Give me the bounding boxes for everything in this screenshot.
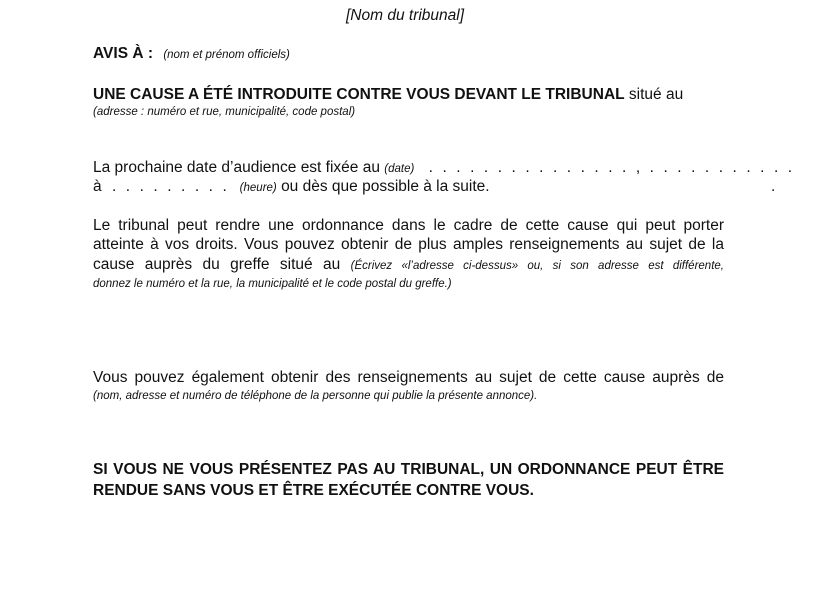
hearing-date-text: La prochaine date d’audience est fixée au	[93, 159, 380, 176]
cause-heading-line	[93, 86, 683, 104]
warning-line-1: SI VOUS NE VOUS PRÉSENTEZ PAS AU TRIBUNAL, UN ORDONNANCE PEUT ÊTRE	[93, 461, 724, 478]
avis-line	[93, 45, 290, 64]
hearing-date-line	[93, 159, 795, 178]
court-info-line-3-hint: (Écrivez «l’adresse ci-dessus» ou, si son adresse est différente,	[350, 260, 724, 272]
hearing-date-hint: (date)	[384, 163, 415, 175]
avis-label: AVIS À :	[93, 45, 153, 62]
court-info-line-3	[93, 256, 724, 275]
cause-heading: UNE CAUSE A ÉTÉ INTRODUITE CONTRE VOUS DEVANT LE TRIBUNAL	[93, 86, 625, 103]
hearing-date-dots: . . . . . . . . . . . . . . . , . . . . . . . . . . .	[428, 159, 795, 176]
court-name-title: [Nom du tribunal]	[346, 7, 465, 24]
warning-line-2: RENDUE SANS VOUS ET ÊTRE EXÉCUTÉE CONTRE VOUS.	[93, 482, 534, 499]
cause-heading-suffix: situé au	[628, 86, 684, 103]
contact-info-line: Vous pouvez également obtenir des renseignements au sujet de cette cause auprès de	[93, 369, 724, 386]
court-info-line-3-text: cause auprès du greffe situé au	[93, 256, 341, 273]
court-info-line-2: atteinte à vos droits. Vous pouvez obtenir de plus amples renseignements au sujet de la	[93, 236, 724, 253]
contact-info-hint: (nom, adresse et numéro de téléphone de la personne qui publie la présente annonce).	[93, 390, 538, 402]
hearing-time-hint: (heure)	[239, 182, 277, 194]
hearing-trailing-dot: .	[771, 178, 776, 195]
hearing-time-text: ou dès que possible à la suite.	[281, 178, 490, 195]
hearing-time-prefix: à	[93, 178, 102, 195]
avis-hint: (nom et prénom officiels)	[163, 49, 290, 61]
hearing-time-dots: . . . . . . . . .	[111, 178, 230, 195]
court-info-line-1: Le tribunal peut rendre une ordonnance dans le cadre de cette cause qui peut porter	[93, 217, 724, 234]
hearing-time-line	[93, 178, 490, 197]
address-hint: (adresse : numéro et rue, municipalité, code postal)	[93, 106, 356, 118]
court-info-line-4-hint: donnez le numéro et la rue, la municipalité et le code postal du greffe.)	[93, 278, 452, 290]
